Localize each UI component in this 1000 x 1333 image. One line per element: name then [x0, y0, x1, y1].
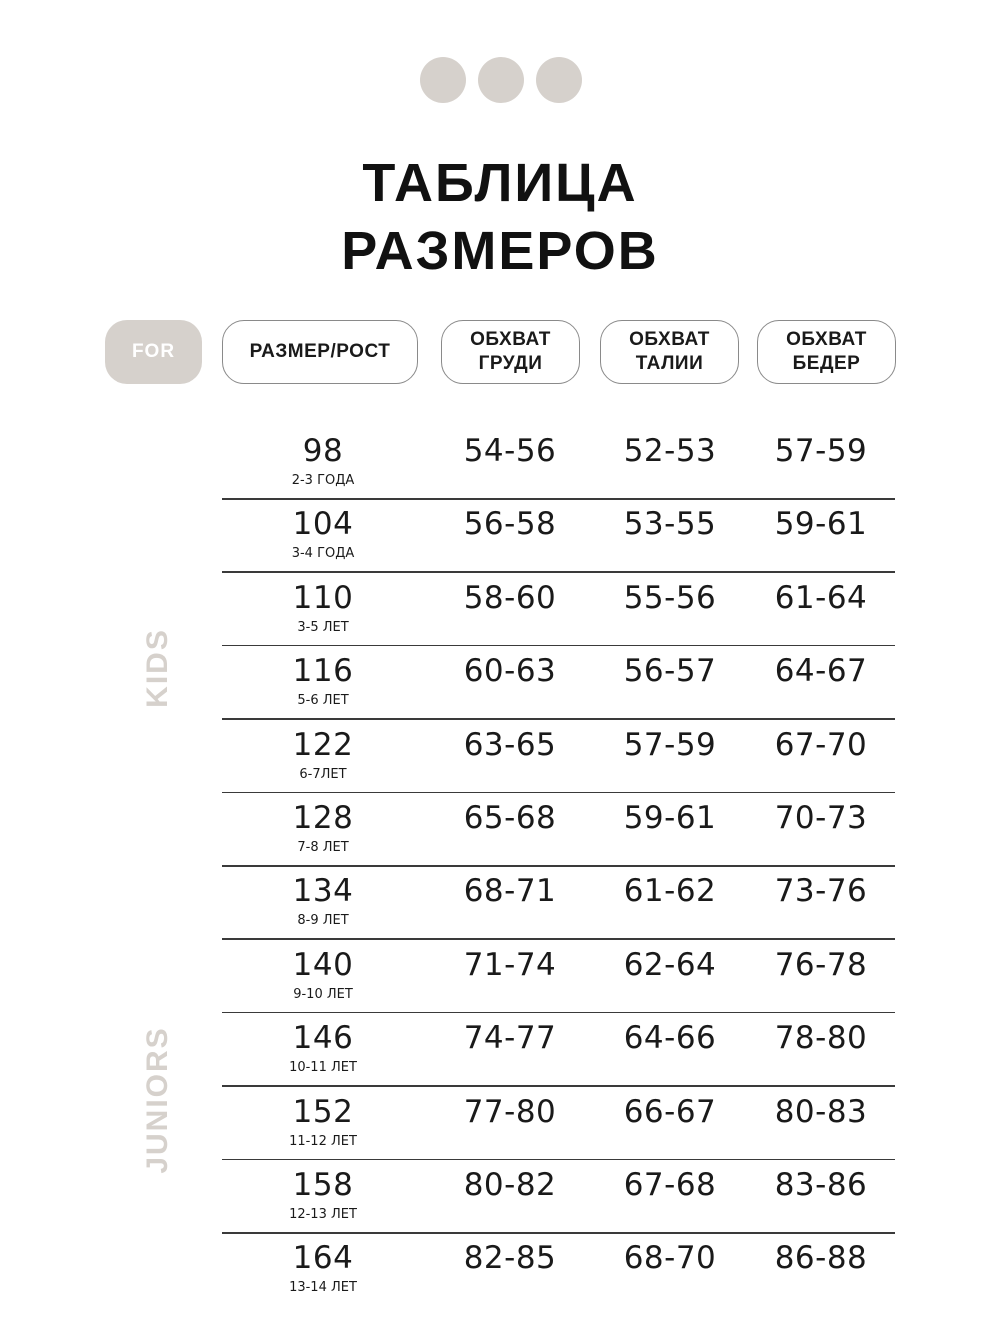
row-hips: 70-73: [774, 800, 868, 836]
row-separator: [222, 645, 895, 647]
row-age: 3-4 ГОДА: [291, 546, 355, 562]
row-chest: 77-80: [463, 1093, 557, 1130]
header-chest: ОБХВАТ ГРУДИ: [441, 320, 580, 384]
row-hips: 57-59: [774, 433, 868, 469]
row-chest: 60-63: [463, 653, 557, 690]
row-age: 6-7ЛЕТ: [299, 766, 347, 782]
row-separator: [222, 1012, 895, 1014]
dot-1: [420, 57, 466, 103]
row-waist: 67-68: [623, 1167, 717, 1203]
row-separator: [222, 571, 895, 573]
row-size: 164: [292, 1240, 354, 1277]
row-size: 128: [292, 800, 354, 836]
row-waist: 57-59: [623, 726, 717, 763]
row-separator: [222, 718, 895, 720]
row-age: 3-5 ЛЕТ: [297, 619, 349, 635]
row-waist: 59-61: [623, 800, 717, 836]
pagination-dots: [420, 57, 582, 103]
row-separator: [222, 1085, 895, 1087]
row-chest: 74-77: [463, 1020, 557, 1057]
row-separator: [222, 498, 895, 500]
row-waist: 52-53: [623, 433, 717, 469]
row-age: 7-8 ЛЕТ: [297, 840, 349, 855]
row-size: 116: [292, 653, 354, 690]
row-chest: 80-82: [463, 1167, 557, 1203]
row-size: 122: [292, 726, 354, 763]
row-size: 110: [292, 579, 354, 616]
row-chest: 54-56: [463, 433, 557, 469]
header-hips: ОБХВАТ БЕДЕР: [757, 320, 896, 384]
row-age: 12-13 ЛЕТ: [289, 1207, 357, 1222]
row-size: 146: [292, 1020, 354, 1057]
row-hips: 67-70: [774, 726, 868, 763]
row-hips: 76-78: [774, 946, 868, 983]
row-size: 152: [292, 1093, 354, 1130]
row-age: 5-6 ЛЕТ: [297, 693, 349, 709]
row-size: 140: [292, 946, 354, 983]
group-label-juniors: JUNIORS: [141, 1026, 174, 1174]
header-for: FOR: [105, 320, 202, 384]
row-waist: 64-66: [623, 1020, 717, 1057]
row-hips: 59-61: [774, 506, 868, 543]
row-separator: [222, 938, 895, 940]
row-age: 13-14 ЛЕТ: [289, 1280, 357, 1296]
row-waist: 66-67: [623, 1093, 717, 1130]
row-chest: 63-65: [463, 726, 557, 763]
row-waist: 62-64: [623, 946, 717, 983]
row-hips: 80-83: [774, 1093, 868, 1130]
row-chest: 58-60: [463, 579, 557, 616]
row-age: 8-9 ЛЕТ: [297, 913, 349, 929]
row-separator: [222, 1232, 895, 1234]
row-size: 98: [302, 433, 344, 469]
row-age: 11-12 ЛЕТ: [289, 1133, 357, 1149]
row-waist: 53-55: [623, 506, 717, 543]
dot-2: [478, 57, 524, 103]
row-size: 134: [292, 873, 354, 910]
row-age: 2-3 ГОДА: [291, 473, 355, 488]
row-waist: 61-62: [623, 873, 717, 910]
dot-3: [536, 57, 582, 103]
group-label-kids: KIDS: [141, 628, 174, 708]
row-waist: 68-70: [623, 1240, 717, 1277]
header-size-height: РАЗМЕР/РОСТ: [222, 320, 418, 384]
row-hips: 73-76: [774, 873, 868, 910]
row-waist: 55-56: [623, 579, 717, 616]
row-chest: 56-58: [463, 506, 557, 543]
row-hips: 64-67: [774, 653, 868, 690]
row-chest: 68-71: [463, 873, 557, 910]
page-title-line-1: ТАБЛИЦА: [362, 153, 638, 213]
row-chest: 71-74: [463, 946, 557, 983]
row-age: 10-11 ЛЕТ: [289, 1060, 357, 1076]
row-size: 158: [292, 1167, 354, 1203]
row-hips: 61-64: [774, 579, 868, 616]
row-separator: [222, 865, 895, 867]
page-title-line-2: РАЗМЕРОВ: [341, 221, 659, 281]
row-hips: 78-80: [774, 1020, 868, 1057]
row-age: 9-10 ЛЕТ: [293, 986, 353, 1002]
row-chest: 82-85: [463, 1240, 557, 1277]
header-waist: ОБХВАТ ТАЛИИ: [600, 320, 739, 384]
row-separator: [222, 792, 895, 794]
row-chest: 65-68: [463, 800, 557, 836]
row-hips: 83-86: [774, 1167, 868, 1203]
row-hips: 86-88: [774, 1240, 868, 1277]
row-separator: [222, 1159, 895, 1161]
row-size: 104: [292, 506, 354, 543]
row-waist: 56-57: [623, 653, 717, 690]
